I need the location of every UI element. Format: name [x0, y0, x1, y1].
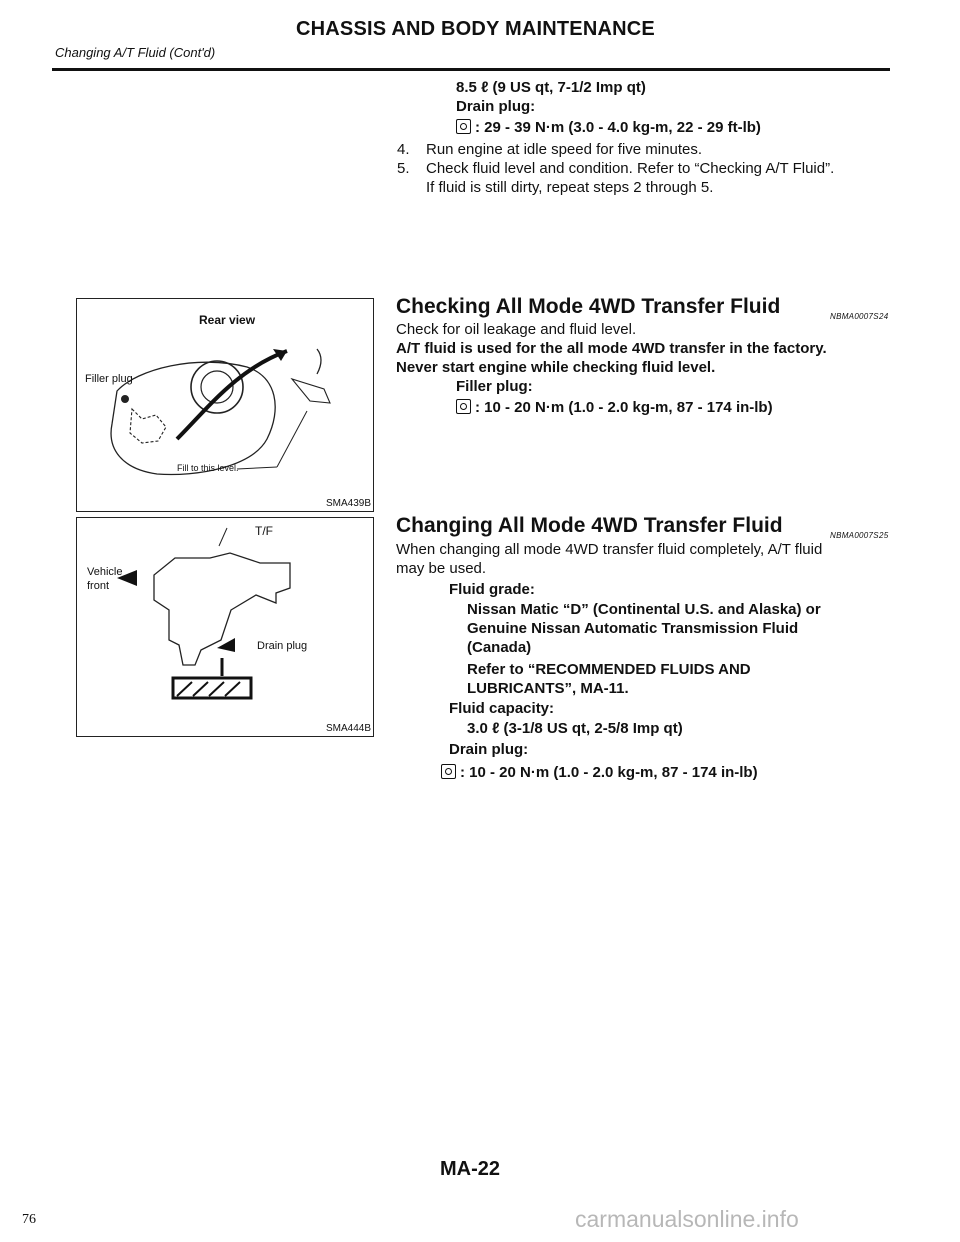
figure-2-code: SMA444B — [325, 723, 371, 734]
step-4-number: 4. — [397, 141, 410, 158]
section-check-title: Checking All Mode 4WD Transfer Fluid — [396, 295, 781, 318]
top-drain-torque: : 29 - 39 N·m (3.0 - 4.0 kg-m, 22 - 29 ft-lb) — [475, 119, 761, 136]
check-filler-label: Filler plug: — [456, 378, 533, 395]
check-line-3: Never start engine while checking fluid level. — [396, 359, 716, 376]
change-capacity-label: Fluid capacity: — [449, 700, 555, 717]
page-number: MA-22 — [440, 1158, 501, 1180]
check-line-2: A/T fluid is used for the all mode 4WD transfer in the factory. — [396, 340, 827, 357]
top-drain-torque-row — [456, 118, 761, 137]
transfer-diagram — [77, 518, 373, 736]
check-line-1: Check for oil leakage and fluid level. — [396, 321, 637, 338]
check-filler-torque: : 10 - 20 N·m (1.0 - 2.0 kg-m, 87 - 174 in-lb) — [475, 399, 773, 416]
figure-transfer-side — [76, 517, 374, 737]
header-rule — [52, 68, 890, 71]
change-grade-1: Nissan Matic “D” (Continental U.S. and Alaska) or — [467, 601, 821, 618]
change-line-2: may be used. — [396, 560, 487, 577]
top-drain-label: Drain plug: — [456, 98, 536, 115]
step-5-number: 5. — [397, 160, 410, 177]
section-change-code: NBMA0007S25 — [830, 531, 889, 540]
change-drain-label: Drain plug: — [449, 741, 529, 758]
section-check-code: NBMA0007S24 — [830, 312, 889, 321]
change-grade-4: Refer to “RECOMMENDED FLUIDS AND — [467, 661, 751, 678]
header-subtitle: Changing A/T Fluid (Cont'd) — [55, 45, 216, 60]
change-line-1: When changing all mode 4WD transfer fluid completely, A/T fluid — [396, 541, 823, 558]
change-drain-torque: : 10 - 20 N·m (1.0 - 2.0 kg-m, 87 - 174 in-lb) — [460, 764, 758, 781]
step-5-text: Check fluid level and condition. Refer to “Checking A/T Fluid”. — [426, 160, 835, 177]
check-filler-torque-row — [456, 398, 773, 417]
figure-rear-view — [76, 298, 374, 512]
torque-wrench-icon — [441, 764, 456, 779]
torque-wrench-icon — [456, 399, 471, 414]
change-grade-2: Genuine Nissan Automatic Transmission Fluid — [467, 620, 799, 637]
watermark: carmanualsonline.info — [575, 1206, 799, 1232]
fill-level-label: Fill to this level. — [177, 463, 239, 473]
filler-plug-label: Filler plug — [85, 373, 133, 385]
tf-label: T/F — [255, 524, 273, 538]
drain-plug-label: Drain plug — [257, 640, 308, 652]
header-title: CHASSIS AND BODY MAINTENANCE — [296, 18, 655, 40]
front-label: front — [87, 580, 110, 592]
figure-1-code: SMA439B — [325, 498, 371, 509]
step-4-text: Run engine at idle speed for five minutes. — [426, 141, 702, 158]
figure-1-heading: Rear view — [199, 313, 256, 327]
pdf-page-number: 76 — [22, 1212, 36, 1227]
torque-wrench-icon — [456, 119, 471, 134]
step-5-text-2: If fluid is still dirty, repeat steps 2 through 5. — [426, 179, 714, 196]
vehicle-label: Vehicle — [87, 566, 123, 578]
section-change-title: Changing All Mode 4WD Transfer Fluid — [396, 514, 783, 537]
change-grade-3: (Canada) — [467, 639, 532, 656]
change-grade-label: Fluid grade: — [449, 581, 535, 598]
rear-view-diagram — [77, 299, 373, 511]
top-capacity: 8.5 ℓ (9 US qt, 7-1/2 Imp qt) — [456, 79, 646, 96]
change-drain-torque-row — [441, 763, 758, 782]
change-grade-5: LUBRICANTS”, MA-11. — [467, 680, 629, 697]
change-capacity: 3.0 ℓ (3-1/8 US qt, 2-5/8 Imp qt) — [467, 720, 683, 737]
